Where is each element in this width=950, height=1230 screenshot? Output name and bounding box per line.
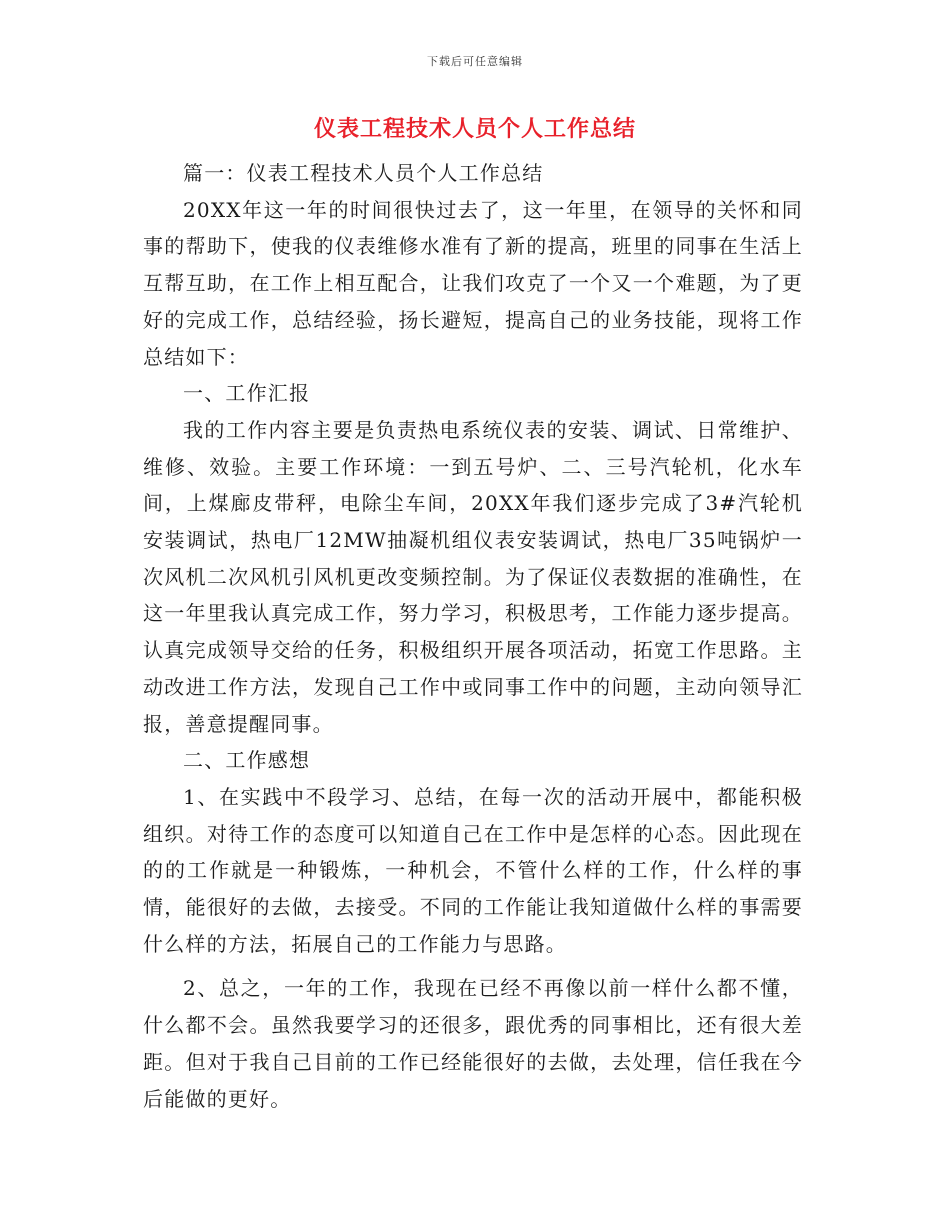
document-body bbox=[143, 155, 803, 1117]
section-heading-part1: 篇一：仪表工程技术人员个人工作总结 bbox=[183, 161, 544, 185]
reflection-paragraph-1: 1、在实践中不段学习、总结，在每一次的活动开展中，都能积极组织。对待工作的态度可以知道自己在工作中是怎样的心态。因此现在的的工作就是一种锻炼，一种机会，不管什么样的工作，什么样的事情，能很好的去做，去接受。不同的工作能让我知道做什么样的事需要什么样的方法，拓展自己的工作能力与思路。 bbox=[143, 784, 803, 956]
section-heading-reflections: 二、工作感想 bbox=[183, 748, 311, 773]
work-report-paragraph: 我的工作内容主要是负责热电系统仪表的安装、调试、日常维护、维修、效验。主要工作环境：一到五号炉、二、三号汽轮机，化水车间，上煤廊皮带秤，电除尘车间，20XX年我们逐步完成了3#汽轮机安装调试，热电厂12MW抽凝机组仪表安装调试，热电厂35吨锅炉一次风机二次风机引风机更改变频控制。为了保证仪表数据的准确性，在这一年里我认真完成工作，努力学习，积极思考，工作能力逐步提高。认真完成领导交给的任务，积极组织开展各项活动，拓宽工作思路。主动改进工作方法，发现自己工作中或同事工作中的问题，主动向领导汇报，善意提醒同事。 bbox=[143, 417, 803, 736]
section-heading-work-report: 一、工作汇报 bbox=[183, 381, 311, 406]
reflection-paragraph-2: 2、总之，一年的工作，我现在已经不再像以前一样什么都不懂，什么都不会。虽然我要学习的还很多，跟优秀的同事相比，还有很大差距。但对于我自己目前的工作已经能很好的去做，去处理，信任我在今后能做的更好。 bbox=[143, 976, 803, 1111]
intro-paragraph: 20XX年这一年的时间很快过去了，这一年里，在领导的关怀和同事的帮助下，使我的仪表维修水准有了新的提高，班里的同事在生活上互帮互助，在工作上相互配合，让我们攻克了一个又一个难题，为了更好的完成工作，总结经验，扬长避短，提高自己的业务技能，现将工作总结如下： bbox=[143, 197, 803, 369]
header-note: 下载后可任意编辑 bbox=[427, 55, 523, 68]
document-title: 仪表工程技术人员个人工作总结 bbox=[313, 117, 636, 142]
